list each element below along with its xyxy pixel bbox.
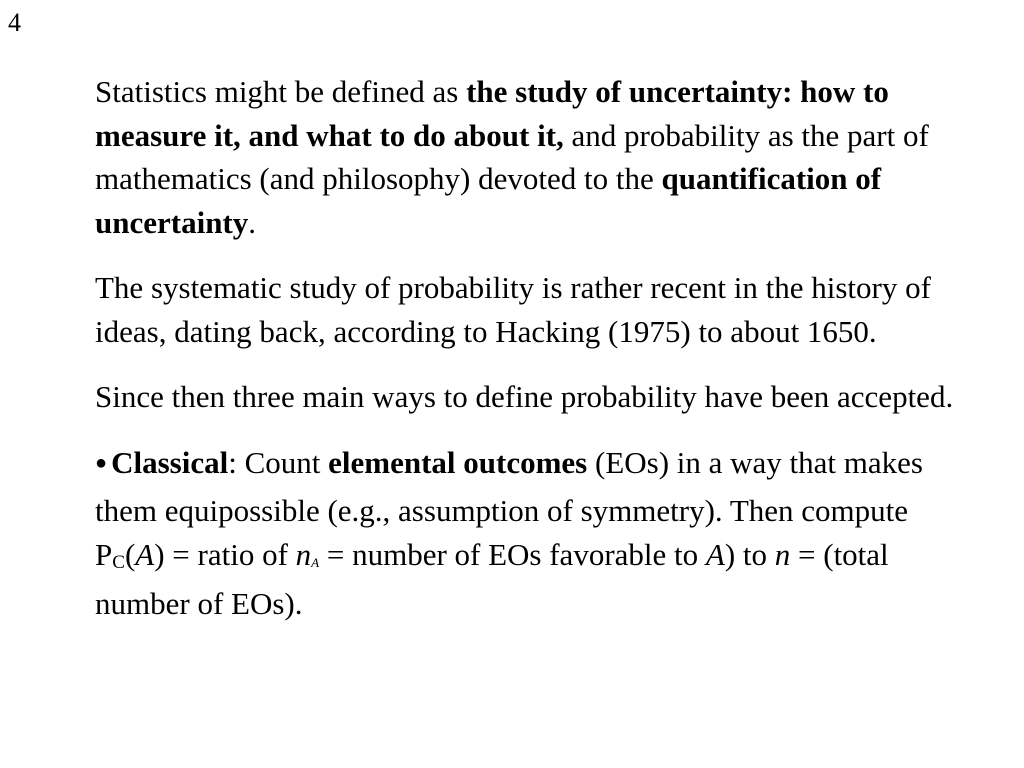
variable-n: n (295, 536, 312, 572)
subscript-a: A (311, 554, 320, 570)
paragraph-history: The systematic study of probability is rather recent in the history of ideas, dating back, according to Hacking (1975) to about 1650. (95, 270, 931, 349)
text-segment: . (248, 204, 257, 240)
bold-phrase-study-of-uncertainty: the study of uncertainty: how to measure it, and what to do about it, (95, 74, 889, 153)
bullet-dot-icon: ● (95, 451, 108, 474)
bold-phrase-quantification: quantification of uncertainty (95, 161, 882, 240)
text-segment: : Count (228, 444, 329, 480)
text-segment: Statistics might be defined as (95, 74, 467, 109)
page-number: 4 (8, 8, 21, 37)
variable-a: A (135, 536, 155, 572)
subscript-c: C (112, 551, 125, 573)
paragraph-three-ways: Since then three main ways to define probability have been accepted. (95, 379, 954, 414)
bullet-term-classical: Classical (111, 444, 229, 480)
text-segment: and probability as the part of mathematics (and philosophy) devoted to the (95, 117, 929, 196)
bold-phrase-elemental-outcomes: elemental outcomes (328, 444, 588, 480)
text-segment: (EOs) in a way that makes them equipossible (e.g., assumption of symmetry). Then compute P (95, 444, 923, 572)
bullet-classical (95, 441, 965, 626)
variable-a: A (705, 536, 725, 572)
text-segment: = number of EOs favorable to (319, 536, 706, 572)
slide-content (95, 70, 965, 648)
text-segment: ( (124, 536, 136, 572)
paragraph-definition (95, 70, 965, 244)
variable-n: n (774, 536, 791, 572)
text-segment: ) = ratio of (154, 536, 296, 572)
text-segment: ) to (724, 536, 775, 572)
text-segment: = (total number of EOs). (95, 536, 889, 621)
